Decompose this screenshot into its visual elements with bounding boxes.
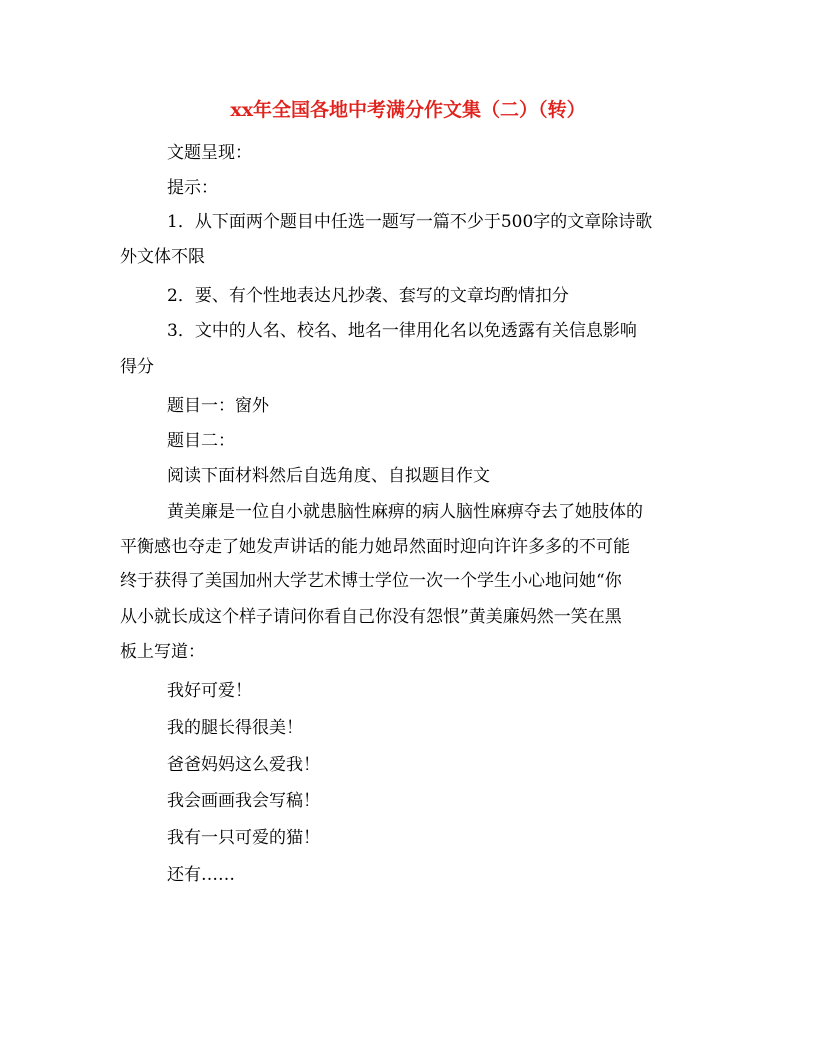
paragraph-line: 终于获得了美国加州大学艺术博士学位一次一个学生小心地问她“你 xyxy=(120,571,622,591)
paragraph-line: 2．要、有个性地表达凡抄袭、套写的文章均酌情扣分 xyxy=(167,286,569,306)
paragraph-line: 平衡感也夺走了她发声讲话的能力她昂然面时迎向许许多多的不可能 xyxy=(120,537,630,557)
document-title: xx年全国各地中考满分作文集（二）（转） xyxy=(230,99,586,121)
paragraph-line: 板上写道： xyxy=(120,642,205,662)
paragraph-line: 爸爸妈妈这么爱我！ xyxy=(167,755,320,775)
paragraph-line: 从小就长成这个样子请问你看自己你没有怨恨”黄美廉妈然一笑在黑 xyxy=(120,607,622,627)
paragraph-line: 1．从下面两个题目中任选一题写一篇不少于500字的文章除诗歌 xyxy=(167,212,653,232)
paragraph-line: 题目二： xyxy=(167,431,235,451)
paragraph-line: 3．文中的人名、校名、地名一律用化名以免透露有关信息影响 xyxy=(167,321,637,341)
paragraph-line: 文题呈现： xyxy=(167,143,252,163)
paragraph-line: 外文体不限 xyxy=(120,247,205,267)
paragraph-line: 得分 xyxy=(120,357,154,377)
paragraph-line: 题目一：窗外 xyxy=(167,396,269,416)
paragraph-line: 我的腿长得很美！ xyxy=(167,718,303,738)
paragraph-line: 我好可爱！ xyxy=(167,681,252,701)
paragraph-line: 黄美廉是一位自小就患脑性麻痹的病人脑性麻痹夺去了她肢体的 xyxy=(167,502,643,522)
paragraph-line: 提示： xyxy=(167,178,218,198)
paragraph-line: 还有…… xyxy=(167,865,235,885)
paragraph-line: 我有一只可爱的猫！ xyxy=(167,828,320,848)
paragraph-line: 阅读下面材料然后自选角度、自拟题目作文 xyxy=(167,466,490,486)
paragraph-line: 我会画画我会写稿！ xyxy=(167,791,320,811)
